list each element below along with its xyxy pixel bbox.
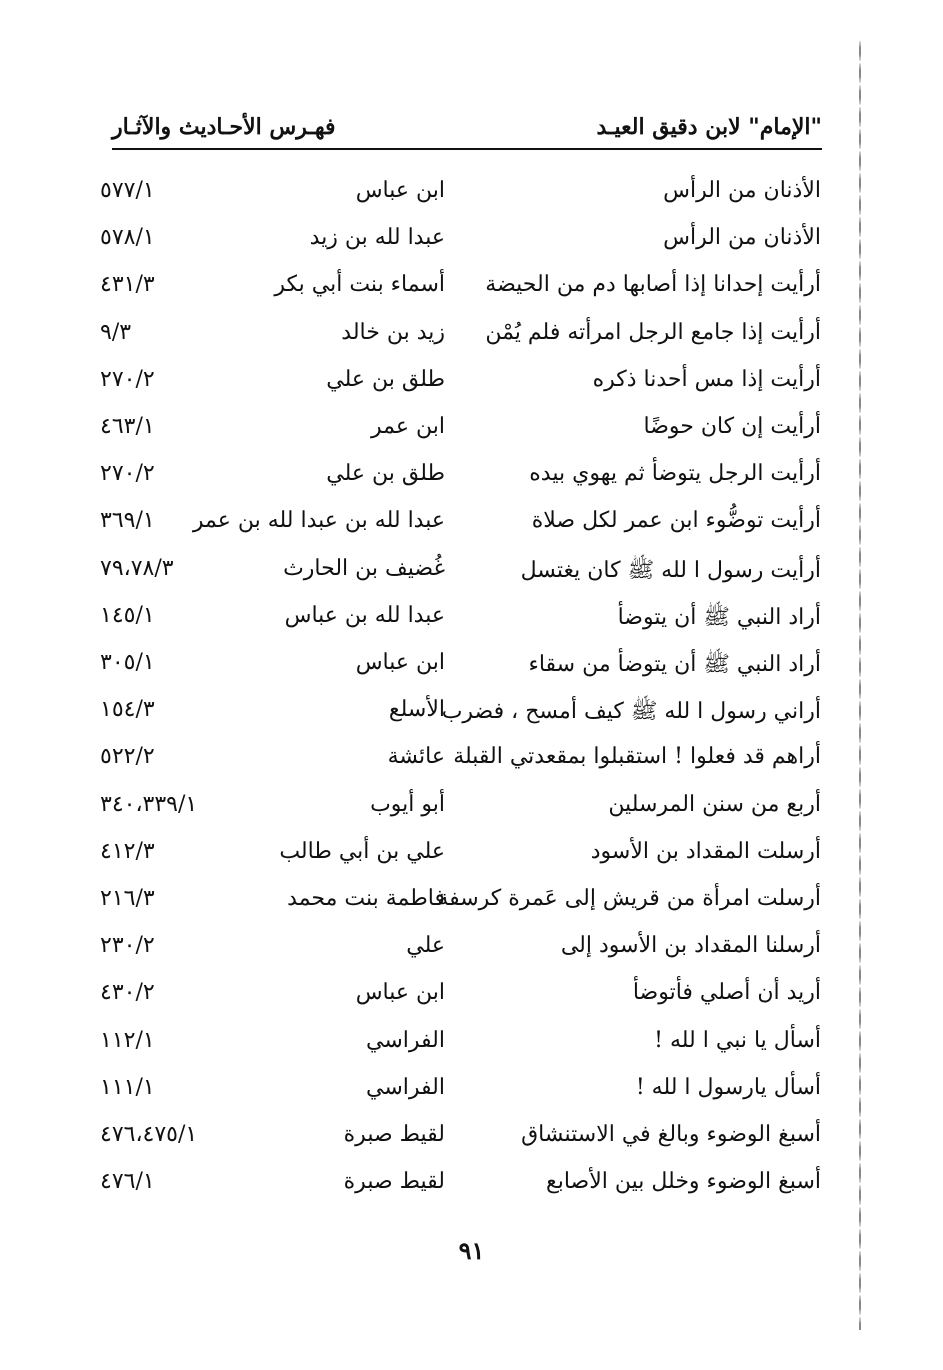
table-row bbox=[0, 784, 943, 830]
hadith-text: أسأل يارسول ا لله ! bbox=[635, 1074, 821, 1100]
reference: ٣٤٠،٣٣٩/١ bbox=[100, 791, 198, 817]
narrator: الفراسي bbox=[366, 1027, 445, 1053]
table-row bbox=[0, 359, 943, 405]
hadith-text: أرسلت المقداد بن الأسود bbox=[590, 838, 821, 864]
hadith-text: أريد أن أصلي فأتوضأ bbox=[632, 980, 821, 1006]
reference: ٤٣٠/٢ bbox=[100, 980, 155, 1006]
narrator: غُضيف بن الحارث bbox=[283, 555, 445, 581]
hadith-text: أرأيت رسول ا لله ﷺ كان يغتسل bbox=[520, 557, 821, 583]
reference: ٤٣١/٣ bbox=[100, 272, 155, 298]
reference: ١١٢/١ bbox=[100, 1027, 155, 1053]
table-row bbox=[0, 1067, 943, 1113]
index-title: فهـرس الأحـاديث والآثـار bbox=[112, 114, 336, 140]
narrator: علي بن أبي طالب bbox=[279, 838, 445, 864]
table-row bbox=[0, 925, 943, 971]
hadith-text: أسبغ الوضوء وخلل بين الأصابع bbox=[546, 1169, 821, 1195]
narrator: لقيط صبرة bbox=[343, 1122, 445, 1147]
hadith-text: أربع من سنن المرسلين bbox=[608, 791, 821, 817]
table-row bbox=[0, 453, 943, 499]
reference: ١٥٤/٣ bbox=[100, 697, 155, 723]
table-row bbox=[0, 689, 943, 735]
narrator: الفراسي bbox=[366, 1074, 445, 1100]
table-row bbox=[0, 406, 943, 452]
reference: ٤١٢/٣ bbox=[100, 838, 155, 864]
narrator: عبدا لله بن عبدا لله بن عمر bbox=[192, 508, 445, 534]
table-row bbox=[0, 831, 943, 877]
narrator: عائشة bbox=[387, 744, 445, 770]
table-row bbox=[0, 170, 943, 216]
narrator: طلق بن علي bbox=[326, 461, 445, 487]
narrator: عبدا لله بن زيد bbox=[309, 225, 445, 251]
table-row bbox=[0, 548, 943, 594]
hadith-text: أسبغ الوضوء وبالغ في الاستنشاق bbox=[521, 1122, 821, 1147]
hadith-text: أرأيت إذا مس أحدنا ذكره bbox=[592, 366, 821, 392]
hadith-text: أراد النبي ﷺ أن يتوضأ bbox=[617, 604, 821, 630]
page-header bbox=[112, 108, 822, 150]
reference: ٣٦٩/١ bbox=[100, 508, 155, 534]
reference: ٥٢٢/٢ bbox=[100, 744, 155, 770]
hadith-text: أرسلنا المقداد بن الأسود إلى bbox=[560, 933, 821, 959]
reference: ٣٠٥/١ bbox=[100, 650, 155, 675]
hadith-text: أرأيت توضُّوء ابن عمر لكل صلاة bbox=[531, 508, 821, 534]
hadith-text: أراني رسول ا لله ﷺ كيف أمسح ، فضرب bbox=[441, 699, 821, 725]
reference: ٢٧٠/٢ bbox=[100, 366, 155, 392]
narrator: ابن عباس bbox=[355, 650, 445, 675]
reference: ٥٧٨/١ bbox=[100, 225, 155, 251]
table-row bbox=[0, 312, 943, 358]
table-row bbox=[0, 736, 943, 782]
narrator: علي bbox=[406, 933, 445, 959]
table-row bbox=[0, 1161, 943, 1207]
table-row bbox=[0, 642, 943, 688]
narrator: عبدا لله بن عباس bbox=[284, 602, 445, 628]
narrator: الأسلع bbox=[388, 697, 445, 723]
page-number: ٩١ bbox=[458, 1236, 485, 1265]
reference: ٢٧٠/٢ bbox=[100, 461, 155, 487]
hadith-text: أرأيت الرجل يتوضأ ثم يهوي بيده bbox=[529, 461, 821, 487]
hadith-text: أراد النبي ﷺ أن يتوضأ من سقاء bbox=[528, 652, 821, 677]
hadith-text: أرأيت إن كان حوضًا bbox=[643, 414, 821, 439]
hadith-text: أراهم قد فعلوا ! استقبلوا بمقعدتي القبلة bbox=[453, 744, 821, 770]
reference: ٢١٦/٣ bbox=[100, 886, 155, 911]
hadith-text: الأذنان من الرأس bbox=[663, 225, 821, 251]
hadith-text: أرأيت إذا جامع الرجل امرأته فلم يُمْن bbox=[485, 319, 821, 345]
table-row bbox=[0, 595, 943, 641]
table-row bbox=[0, 217, 943, 263]
hadith-text: أرأيت إحدانا إذا أصابها دم من الحيضة bbox=[485, 272, 821, 298]
reference: ٥٧٧/١ bbox=[100, 178, 155, 203]
narrator: ابن عباس bbox=[355, 980, 445, 1006]
hadith-text: أسأل يا نبي ا لله ! bbox=[654, 1027, 821, 1053]
reference: ٤٧٦/١ bbox=[100, 1169, 155, 1195]
reference: ٧٩،٧٨/٣ bbox=[100, 555, 174, 581]
hadith-text: أرسلت امرأة من قريش إلى عَمرة كرسفة bbox=[437, 886, 821, 911]
reference: ٤٧٦،٤٧٥/١ bbox=[100, 1122, 198, 1147]
reference: ٢٣٠/٢ bbox=[100, 933, 155, 959]
narrator: زيد بن خالد bbox=[341, 319, 445, 345]
reference: ٤٦٣/١ bbox=[100, 414, 155, 439]
narrator: أبو أيوب bbox=[370, 791, 445, 817]
narrator: ابن عباس bbox=[355, 178, 445, 203]
narrator: فاطمة بنت محمد bbox=[287, 886, 445, 911]
book-title: "الإمام" لابن دقيق العيـد bbox=[596, 114, 822, 140]
reference: ١٤٥/١ bbox=[100, 602, 155, 628]
narrator: أسماء بنت أبي بكر bbox=[274, 272, 445, 298]
narrator: لقيط صبرة bbox=[343, 1169, 445, 1195]
reference: ١١١/١ bbox=[100, 1074, 155, 1100]
table-row bbox=[0, 500, 943, 546]
table-row bbox=[0, 972, 943, 1018]
narrator: ابن عمر bbox=[371, 414, 445, 439]
hadith-text: الأذنان من الرأس bbox=[663, 178, 821, 203]
table-row bbox=[0, 1114, 943, 1160]
reference: ٩/٣ bbox=[100, 319, 132, 345]
table-row bbox=[0, 1020, 943, 1066]
narrator: طلق بن علي bbox=[326, 366, 445, 392]
table-row bbox=[0, 878, 943, 924]
table-row bbox=[0, 264, 943, 310]
